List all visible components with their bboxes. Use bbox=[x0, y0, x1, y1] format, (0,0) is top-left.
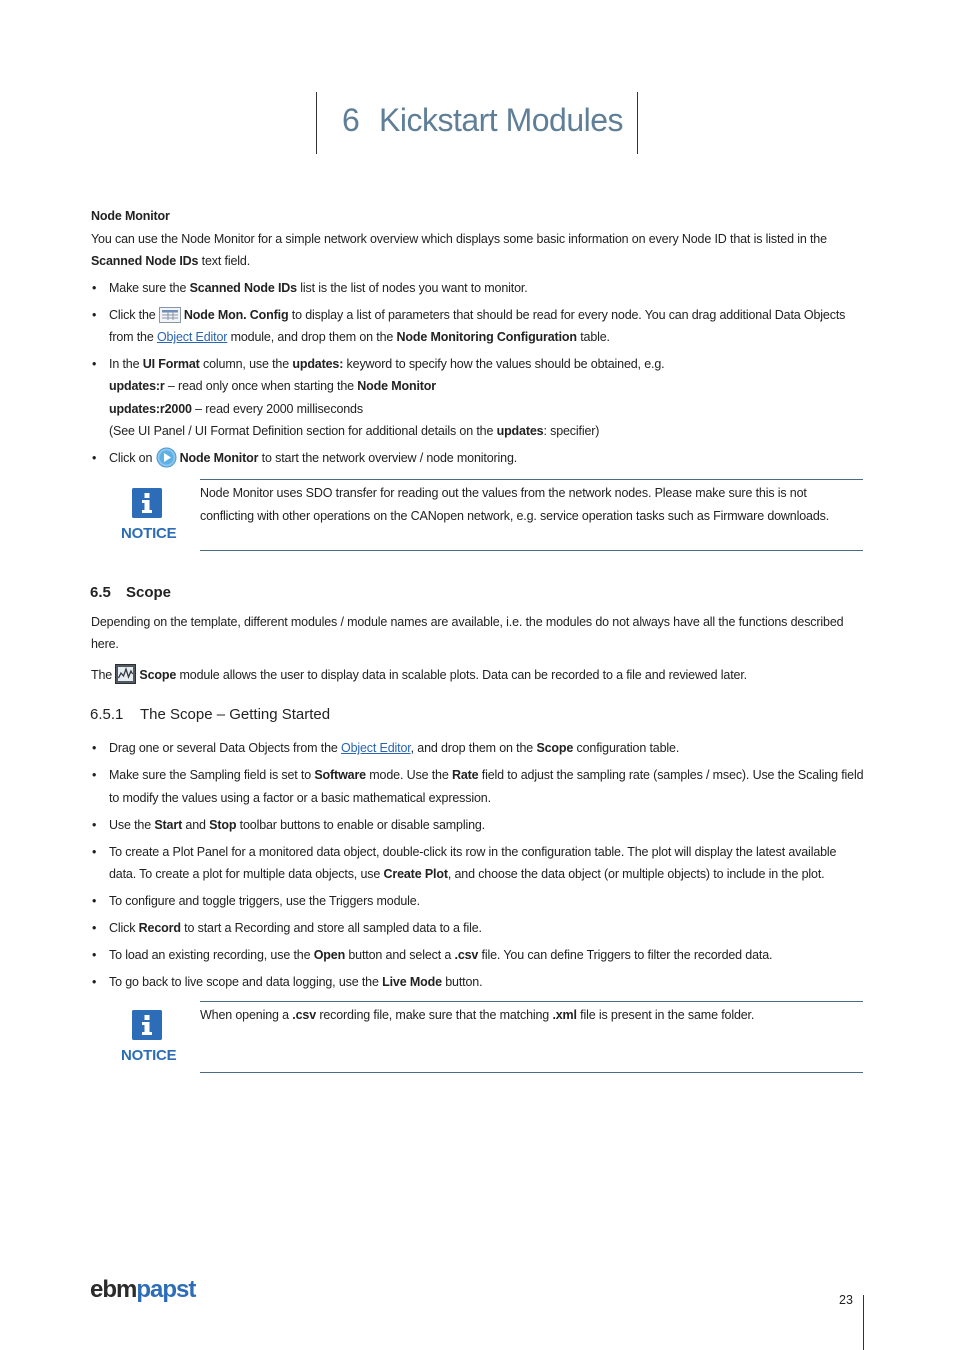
text-bold: Scanned Node IDs bbox=[189, 281, 297, 295]
node-monitor-heading: Node Monitor bbox=[91, 209, 170, 223]
text: The bbox=[91, 668, 116, 682]
table-icon[interactable] bbox=[159, 307, 181, 323]
text-bold: updates: bbox=[292, 356, 344, 371]
list-item bbox=[91, 814, 866, 837]
intro-rest: text field. bbox=[198, 254, 251, 268]
text: to start the network overview / node monitoring. bbox=[258, 450, 518, 465]
text: To create a Plot Panel for a monitored data object, double-click its row in the configuration table. The plot will display the latest available data. To create a plot for multiple data objects, use bbox=[109, 844, 837, 881]
text: To go back to live scope and data logging, use the bbox=[109, 975, 383, 989]
info-icon bbox=[132, 1010, 162, 1040]
text-bold: Record bbox=[138, 921, 181, 935]
text: button and select a bbox=[345, 948, 455, 962]
text: configuration table. bbox=[573, 741, 680, 755]
text: table. bbox=[576, 330, 610, 344]
text-bold: Node Mon. Config bbox=[183, 307, 289, 322]
intro-line-1: You can use the Node Monitor for a simple network overview which displays some basic information on every Node ID that is listed in the bbox=[91, 232, 827, 246]
text-bold: updates:r2000 bbox=[109, 401, 192, 416]
text: Click the bbox=[109, 307, 159, 322]
text: keyword to specify how the values should be obtained, e.g. bbox=[343, 356, 665, 371]
text: file is present in the same folder. bbox=[576, 1008, 755, 1022]
chapter-title: Kickstart Modules bbox=[379, 102, 624, 138]
text-bold: .csv bbox=[292, 1008, 316, 1022]
text-bold: Node Monitor bbox=[357, 379, 437, 393]
section-number: 6.5 bbox=[90, 584, 111, 601]
object-editor-link[interactable]: Object Editor bbox=[341, 741, 411, 755]
text-bold: Rate bbox=[451, 768, 479, 782]
text: Click on bbox=[109, 450, 156, 465]
text: module allows the user to display data in scalable plots. Data can be recorded to a file and reviewed later. bbox=[176, 668, 747, 682]
text-bold: Node Monitor bbox=[179, 450, 259, 465]
text-bold: Create Plot bbox=[383, 867, 448, 881]
logo-text-1: ebm bbox=[90, 1276, 137, 1303]
page-number: 23 bbox=[839, 1293, 853, 1307]
text: and bbox=[182, 817, 210, 832]
text: (See UI Panel / UI Format Definition section for additional details on the bbox=[109, 424, 497, 438]
logo-text-2: papst bbox=[136, 1276, 196, 1303]
text: button. bbox=[441, 975, 483, 989]
divider bbox=[200, 1072, 863, 1073]
section-heading-scope bbox=[90, 584, 171, 601]
node-monitor-intro bbox=[91, 228, 866, 272]
text-bold: Stop bbox=[209, 817, 237, 832]
text-bold: .csv bbox=[454, 948, 479, 962]
object-editor-link[interactable]: Object Editor bbox=[156, 330, 228, 344]
text: mode. Use the bbox=[365, 768, 452, 782]
chapter-number: 6 bbox=[342, 102, 360, 138]
text-bold: updates bbox=[496, 424, 544, 438]
text-bold: Node Monitoring Configuration bbox=[396, 330, 577, 344]
text: toolbar buttons to enable or disable sampling. bbox=[236, 817, 485, 832]
text-bold: updates:r bbox=[109, 379, 165, 393]
notice-box bbox=[110, 479, 863, 551]
text: , and drop them on the bbox=[410, 741, 537, 755]
text: field to adjust the sampling rate (samples / msec). Use the Scaling field to modify the values using a factor or a basic mathematical expression. bbox=[109, 768, 864, 805]
text-bold: Open bbox=[313, 948, 346, 962]
text: , and choose the data object (or multiple objects) to include in the plot. bbox=[447, 867, 825, 881]
scope-icon[interactable] bbox=[115, 664, 136, 684]
text: Make sure the Sampling field is set to bbox=[109, 768, 315, 782]
text-bold: Live Mode bbox=[382, 975, 442, 989]
text: Make sure the bbox=[109, 281, 190, 295]
list-item bbox=[91, 447, 866, 470]
text: column, use the bbox=[199, 356, 293, 371]
text: To load an existing recording, use the bbox=[109, 948, 314, 962]
info-icon bbox=[132, 488, 162, 518]
list-item bbox=[91, 304, 866, 349]
subsection-heading bbox=[90, 706, 330, 723]
list-item bbox=[91, 944, 866, 967]
text-bold: Start bbox=[154, 817, 183, 832]
text: – read only once when starting the bbox=[164, 379, 358, 393]
text: to start a Recording and store all sampled data to a file. bbox=[180, 921, 482, 935]
scope-intro: Depending on the template, different modules / module names are available, i.e. the modules do not always have all the functions described here. bbox=[91, 615, 844, 651]
notice-box bbox=[110, 1001, 863, 1073]
text: list is the list of nodes you want to monitor. bbox=[296, 281, 528, 295]
section-title: Scope bbox=[126, 584, 172, 601]
text: : specifier) bbox=[543, 424, 600, 438]
notice-label: NOTICE bbox=[121, 1047, 177, 1064]
list-item bbox=[91, 737, 866, 760]
ebmpapst-logo bbox=[90, 1276, 195, 1304]
text-bold: Scope bbox=[536, 741, 574, 755]
text: recording file, make sure that the matching bbox=[316, 1008, 553, 1022]
intro-bold: Scanned Node IDs bbox=[91, 254, 199, 268]
subsection-title: The Scope – Getting Started bbox=[140, 706, 331, 723]
text: When opening a bbox=[200, 1008, 293, 1022]
text: to display a list of parameters that should be read for every node. You can drag additional Data Objects from the bbox=[109, 307, 846, 344]
list-item bbox=[91, 890, 866, 913]
list-item bbox=[91, 917, 866, 940]
divider bbox=[200, 550, 863, 551]
text: file. You can define Triggers to filter the recorded data. bbox=[478, 948, 773, 962]
list-item bbox=[91, 277, 866, 300]
text: module, and drop them on the bbox=[227, 330, 397, 344]
notice-text bbox=[200, 1004, 860, 1027]
notice-text: Node Monitor uses SDO transfer for reading out the values from the network nodes. Please make sure this is not conflicting with other operations on the CANopen network, e.g. service operation tasks such as Firmware downloads. bbox=[200, 486, 830, 523]
subsection-number: 6.5.1 bbox=[90, 706, 124, 723]
text-bold: UI Format bbox=[142, 356, 200, 371]
divider bbox=[863, 1295, 864, 1350]
list-item bbox=[91, 971, 866, 994]
text-bold: Scope bbox=[139, 668, 177, 682]
chapter-header bbox=[316, 92, 638, 154]
text: Use the bbox=[109, 817, 155, 832]
list-item bbox=[91, 353, 866, 443]
text: – read every 2000 milliseconds bbox=[191, 401, 363, 416]
text: Click bbox=[109, 921, 139, 935]
divider bbox=[200, 1001, 863, 1002]
text: To configure and toggle triggers, use the Triggers module. bbox=[109, 894, 420, 908]
text: In the bbox=[109, 356, 143, 371]
text-bold: .xml bbox=[552, 1008, 577, 1022]
list-item bbox=[91, 764, 866, 809]
divider bbox=[200, 479, 863, 480]
text-bold: Software bbox=[314, 768, 366, 782]
list-item bbox=[91, 841, 866, 886]
text: Drag one or several Data Objects from the bbox=[109, 741, 341, 755]
notice-label: NOTICE bbox=[121, 525, 177, 542]
play-icon[interactable] bbox=[156, 447, 177, 468]
node-monitor-bullets bbox=[91, 277, 866, 469]
scope-description bbox=[91, 664, 866, 686]
getting-started-bullets bbox=[91, 737, 866, 994]
